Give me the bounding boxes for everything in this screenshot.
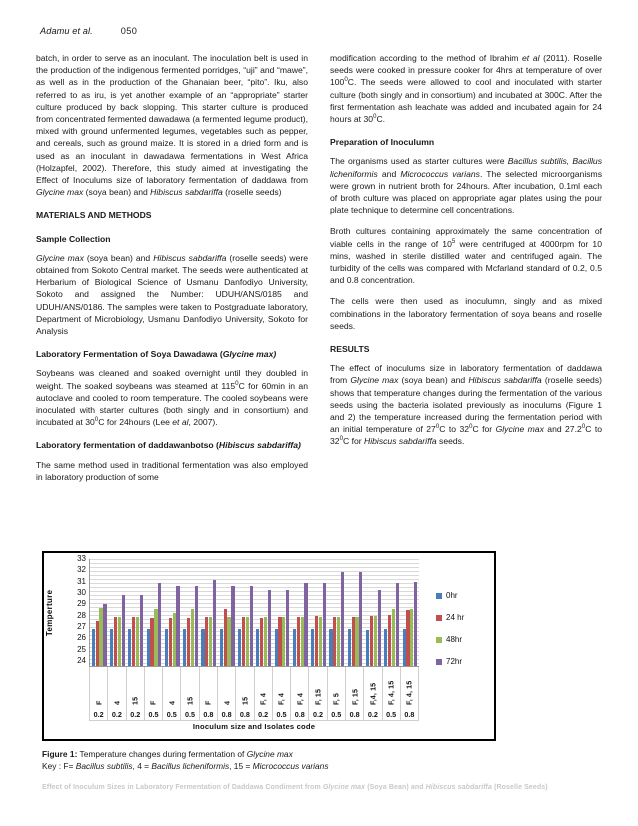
bar-48hr <box>227 617 230 666</box>
x-category-size: 0.2 <box>258 710 269 719</box>
bar-72hr <box>122 595 125 666</box>
bar-0hr <box>311 629 314 666</box>
bar-48hr <box>136 617 139 666</box>
bar-48hr <box>173 613 176 667</box>
x-category-size: 0.2 <box>313 710 324 719</box>
x-category-code: F, 15 <box>313 688 323 705</box>
x-category-size: 0.8 <box>294 710 305 719</box>
legend-swatch-icon <box>436 615 442 621</box>
bar-48hr <box>301 617 304 666</box>
bar-group <box>364 559 382 666</box>
running-head-page-number: 050 <box>120 26 138 36</box>
bar-24hr <box>150 618 153 666</box>
x-category-size: 0.8 <box>203 710 214 719</box>
legend-label: 48hr <box>446 635 463 644</box>
bar-0hr <box>147 629 150 666</box>
bar-0hr <box>403 629 406 666</box>
bar-48hr <box>355 617 358 666</box>
legend-label: 24 hr <box>446 613 465 622</box>
x-category-code: F <box>148 700 158 705</box>
y-tick-30: 30 <box>77 587 86 597</box>
bar-72hr <box>268 590 271 666</box>
x-category-size: 0.5 <box>148 710 159 719</box>
y-tick-24: 24 <box>77 655 86 665</box>
bar-24hr <box>370 616 373 666</box>
bar-group <box>90 559 108 666</box>
x-category-size: 0.5 <box>276 710 287 719</box>
legend-label: 72hr <box>446 657 463 666</box>
legend-swatch-icon <box>436 593 442 599</box>
x-category-code: 15 <box>130 696 140 705</box>
bar-group <box>328 559 346 666</box>
bar-group <box>273 559 291 666</box>
bar-72hr <box>213 580 216 666</box>
bar-24hr <box>132 617 135 666</box>
bar-48hr <box>209 617 212 666</box>
bar-72hr <box>341 572 344 666</box>
bar-group <box>200 559 218 666</box>
bar-24hr <box>388 615 391 666</box>
bar-group <box>309 559 327 666</box>
bar-24hr <box>352 617 355 666</box>
x-category <box>346 667 364 720</box>
bar-group <box>383 559 401 666</box>
x-category-code: 4 <box>222 700 232 705</box>
right-heading-1: Preparation of Inoculumn <box>330 137 435 148</box>
x-category-size: 0.2 <box>93 710 104 719</box>
y-tick-26: 26 <box>77 633 86 643</box>
chart-legend <box>436 591 464 666</box>
bar-0hr <box>275 629 278 666</box>
bar-group <box>255 559 273 666</box>
bar-group <box>145 559 163 666</box>
left-body-5: Soybeans was cleaned and soaked overnight until they doubled in weight. The soaked soybeans was steamed at $115^0C$ for 60min in an autoclave and cooled to room temperature. The cooled soybeans were inoculated with starter cultures (both singly and in consortium) and incubated at $30^0C$ for 24hours (Lee et al, 2007). <box>36 368 308 428</box>
right-body-3: Broth cultures containing approximately the same concentration of viable cells in the range of $10^5$ were centrifuged at 4000rpm for 10 mins, washed in sterile distilled water and centrifuged again. The turbidity of the cells was compared with Mcfarland standard of 0.2, 0.5 and 0.8 concentration. <box>330 226 602 286</box>
x-category-code: 4 <box>112 700 122 705</box>
bar-group <box>127 559 145 666</box>
bar-group <box>181 559 199 666</box>
bar-72hr <box>378 590 381 666</box>
bar-72hr <box>103 604 106 666</box>
figure-caption <box>42 748 602 772</box>
bar-48hr <box>154 609 157 666</box>
figure-1-box <box>42 551 496 741</box>
x-category <box>181 667 199 720</box>
figure-key: Key : F= Bacillus subtilis, 4 = Bacillus licheniformis, 15 = Micrococcus varians <box>42 761 329 772</box>
bar-24hr <box>169 618 172 666</box>
legend-swatch-icon <box>436 659 442 665</box>
x-category-code: F, 15 <box>350 688 360 705</box>
x-category <box>309 667 327 720</box>
y-tick-32: 32 <box>77 565 86 575</box>
legend-item <box>436 635 464 644</box>
bar-0hr <box>183 629 186 666</box>
bar-72hr <box>323 583 326 666</box>
bar-24hr <box>96 621 99 666</box>
right-body-2: The organisms used as starter cultures were Bacillus subtilis, Bacillus licheniformis and Micrococcus varians. The selected microorganisms were grown in nutrient broth for 24hours. After incubation, 0.1ml each of broth culture was placed on appropriate agar plates using the pour plate technique to determine cell concentrations. <box>330 156 603 216</box>
x-axis-title: Inoculum size and Isolates code <box>192 722 316 731</box>
right-heading-5: RESULTS <box>330 344 370 355</box>
bar-72hr <box>304 583 307 666</box>
bar-72hr <box>286 590 289 666</box>
left-column <box>36 52 308 492</box>
figure-label: Figure 1: <box>42 749 78 759</box>
bar-24hr <box>242 617 245 666</box>
x-category <box>145 667 163 720</box>
left-heading-1: MATERIALS AND METHODS <box>36 210 152 221</box>
bar-48hr <box>282 617 285 666</box>
bar-24hr <box>278 617 281 666</box>
x-category <box>127 667 145 720</box>
bar-group <box>163 559 181 666</box>
figure-caption-species: Glycine max <box>246 749 293 759</box>
bar-72hr <box>140 595 143 666</box>
legend-swatch-icon <box>436 637 442 643</box>
legend-item <box>436 657 464 666</box>
bar-group <box>218 559 236 666</box>
bar-72hr <box>396 583 399 666</box>
x-category <box>200 667 218 720</box>
figure-caption-line1 <box>42 748 602 760</box>
bar-0hr <box>256 629 259 666</box>
x-category <box>273 667 291 720</box>
bar-72hr <box>195 586 198 666</box>
bar-72hr <box>250 586 253 666</box>
bar-group <box>401 559 419 666</box>
bar-48hr <box>374 616 377 666</box>
x-category-size: 0.8 <box>239 710 250 719</box>
bar-0hr <box>293 629 296 666</box>
x-category <box>364 667 382 720</box>
bar-24hr <box>315 616 318 666</box>
x-category-size: 0.8 <box>349 710 360 719</box>
y-tick-29: 29 <box>77 599 86 609</box>
bar-24hr <box>297 617 300 666</box>
bar-72hr <box>176 586 179 666</box>
x-category <box>163 667 181 720</box>
x-category-code: F, 4, 15 <box>386 680 396 705</box>
plot-area <box>89 559 419 667</box>
bar-48hr <box>99 608 102 666</box>
bar-48hr <box>118 617 121 666</box>
bar-24hr <box>205 617 208 666</box>
x-category-code: F, 5 <box>331 693 341 705</box>
x-category-code: 15 <box>240 696 250 705</box>
left-body-7: The same method used in traditional fermentation was also employed in laboratory production of some <box>36 459 308 482</box>
bar-48hr <box>191 609 194 666</box>
x-category-size: 0.2 <box>130 710 141 719</box>
figure-caption-text: Temperature changes during fermentation of <box>77 749 247 759</box>
x-category-size: 0.8 <box>221 710 232 719</box>
y-tick-25: 25 <box>77 644 86 654</box>
bar-0hr <box>366 630 369 666</box>
x-category-code: 15 <box>185 696 195 705</box>
left-heading-2: Sample Collection <box>36 233 111 244</box>
bar-group <box>346 559 364 666</box>
bar-72hr <box>231 586 234 666</box>
left-heading-6: Laboratory fermentation of daddawanbotso (Hibiscus sabdariffa) <box>36 440 301 451</box>
bar-0hr <box>128 629 131 666</box>
bar-0hr <box>92 629 95 666</box>
running-head <box>40 26 137 36</box>
right-body-4: The cells were then used as inoculumn, singly and as mixed combinations in the laboratory fermentation of soya beans and roselle seeds. <box>330 296 602 331</box>
bar-48hr <box>337 617 340 666</box>
x-category <box>236 667 254 720</box>
y-axis-ticks <box>64 554 86 668</box>
bar-0hr <box>220 629 223 666</box>
bar-0hr <box>238 629 241 666</box>
bar-0hr <box>384 629 387 666</box>
bar-24hr <box>114 617 117 666</box>
bar-group <box>291 559 309 666</box>
y-tick-27: 27 <box>77 621 86 631</box>
bar-48hr <box>319 617 322 666</box>
bar-24hr <box>406 610 409 666</box>
bar-72hr <box>158 583 161 666</box>
x-category <box>291 667 309 720</box>
bar-48hr <box>246 617 249 666</box>
x-category-code: F, 4 <box>295 693 305 705</box>
legend-item <box>436 613 464 622</box>
x-category-size: 0.5 <box>185 710 196 719</box>
bar-0hr <box>165 629 168 666</box>
x-category-code: F, 4, 15 <box>404 680 414 705</box>
left-body-3: Glycine max (soya bean) and Hibiscus sabdariffa (roselle seeds) were obtained from Sokoto Central market. The seeds were authenticated at Herbarium of Biological Science of Usmanu Danfodiyo University, Sokoto and assigned the Number: UDUH/ANS/0185 and UDUH/ANS/0186. The samples were taken to Postgraduate laboratory, Department of Microbiology, Usmanu Danfodiyo University, Sokoto for Analysis <box>36 252 309 337</box>
x-category-code: F, 4 <box>258 693 268 705</box>
right-body-0: modification according to the method of Ibrahim et al (2011). Roselle seeds were cooked in pressure cooker for 4hrs at temperature of over $100^0C$. The seeds were allowed to cool and inoculated with starter culture (both singly and in consortium) and incubated at 300C. After the first fermentation ash leachate was added and incubated again for 24 hours at $30^0C$. <box>330 53 602 125</box>
bar-group <box>236 559 254 666</box>
bar-72hr <box>414 582 417 666</box>
bar-48hr <box>392 609 395 666</box>
legend-item <box>436 591 464 600</box>
x-category-code: 4 <box>167 700 177 705</box>
x-category <box>255 667 273 720</box>
bar-0hr <box>329 629 332 666</box>
y-axis-title: Temperture <box>45 589 54 637</box>
bar-48hr <box>410 609 413 666</box>
legend-label: 0hr <box>446 591 458 600</box>
x-category-code: F <box>203 700 213 705</box>
x-category-size: 0.5 <box>331 710 342 719</box>
x-category-code: F,4, 15 <box>368 682 378 705</box>
bar-chart <box>44 553 494 739</box>
y-tick-33: 33 <box>77 554 86 563</box>
x-category <box>89 667 108 720</box>
x-category-size: 0.2 <box>111 710 122 719</box>
bar-48hr <box>264 617 267 666</box>
right-body-6: The effect of inoculums size in laboratory fermentation of daddawa from Glycine max (soya bean) and Hibiscus sabdariffa (roselle seeds) shows that temperature changes during the fermentation of the various seeds using the bacteria isolated previously as inoculums (Figure 1 and 2) the temperature increased during the fermentation period with an initial temperature of $27^0C$ to $32^0C$ for Glycine max and 27.2$^0$C to $32^0C$ for Hibiscus sabdariffa seeds. <box>330 363 603 447</box>
page-footer: Effect of Inoculum Sizes in Laboratory Fermentation of Daddawa Condiment from Glycine max (Soya Bean) and Hibiscus sabdariffa (Roselle Seeds) <box>42 784 548 791</box>
left-heading-4: Laboratory Fermentation of Soya Dawadawa (Glycine max) <box>36 349 277 360</box>
bar-24hr <box>333 617 336 666</box>
y-tick-31: 31 <box>77 576 86 586</box>
x-category-size: 0.5 <box>386 710 397 719</box>
x-axis-categories <box>89 667 419 721</box>
running-head-authors: Adamu et al. <box>40 26 93 36</box>
x-category-code: F, 4 <box>276 693 286 705</box>
x-category-code: F <box>94 700 104 705</box>
right-column <box>330 52 602 492</box>
x-category <box>108 667 126 720</box>
x-category-size: 0.2 <box>367 710 378 719</box>
x-category <box>328 667 346 720</box>
bar-groups <box>90 559 419 666</box>
bar-24hr <box>224 609 227 666</box>
bar-72hr <box>359 572 362 666</box>
bar-24hr <box>260 618 263 666</box>
left-body-0: batch, in order to serve as an inoculant. The inoculation belt is used in the production of the indigenous fermented porridges, “uji” and “mawe”, as well as in the production of the Ghanaian beer, “pito”. Iku, also referred to as iru, is yet another example of an “appropriate” starter culture produced by back slopping. This starter culture is produced from concentrated fermented dawadawa (a fermented legume product), mixed with ground unfermented legumes, vegetables such as pepper, and cereals, such as ground maize. It is stored in a dried form and is used as an inoculant in dawadawa fermentations in West Africa (Holzapfel, 2002). Therefore, this study aimed at investigating the Effect of Inoculums size of laboratory fermentation of daddawa from Glycine max (soya bean) and Hibiscus sabdariffa (roselle seeds) <box>36 53 308 198</box>
bar-0hr <box>348 629 351 666</box>
x-category <box>401 667 419 720</box>
bar-0hr <box>110 629 113 666</box>
article-body <box>0 52 638 492</box>
x-category-size: 0.5 <box>166 710 177 719</box>
x-category-size: 0.8 <box>404 710 415 719</box>
bar-24hr <box>187 618 190 666</box>
y-tick-28: 28 <box>77 610 86 620</box>
x-category <box>383 667 401 720</box>
x-category <box>218 667 236 720</box>
bar-group <box>108 559 126 666</box>
bar-0hr <box>201 629 204 666</box>
